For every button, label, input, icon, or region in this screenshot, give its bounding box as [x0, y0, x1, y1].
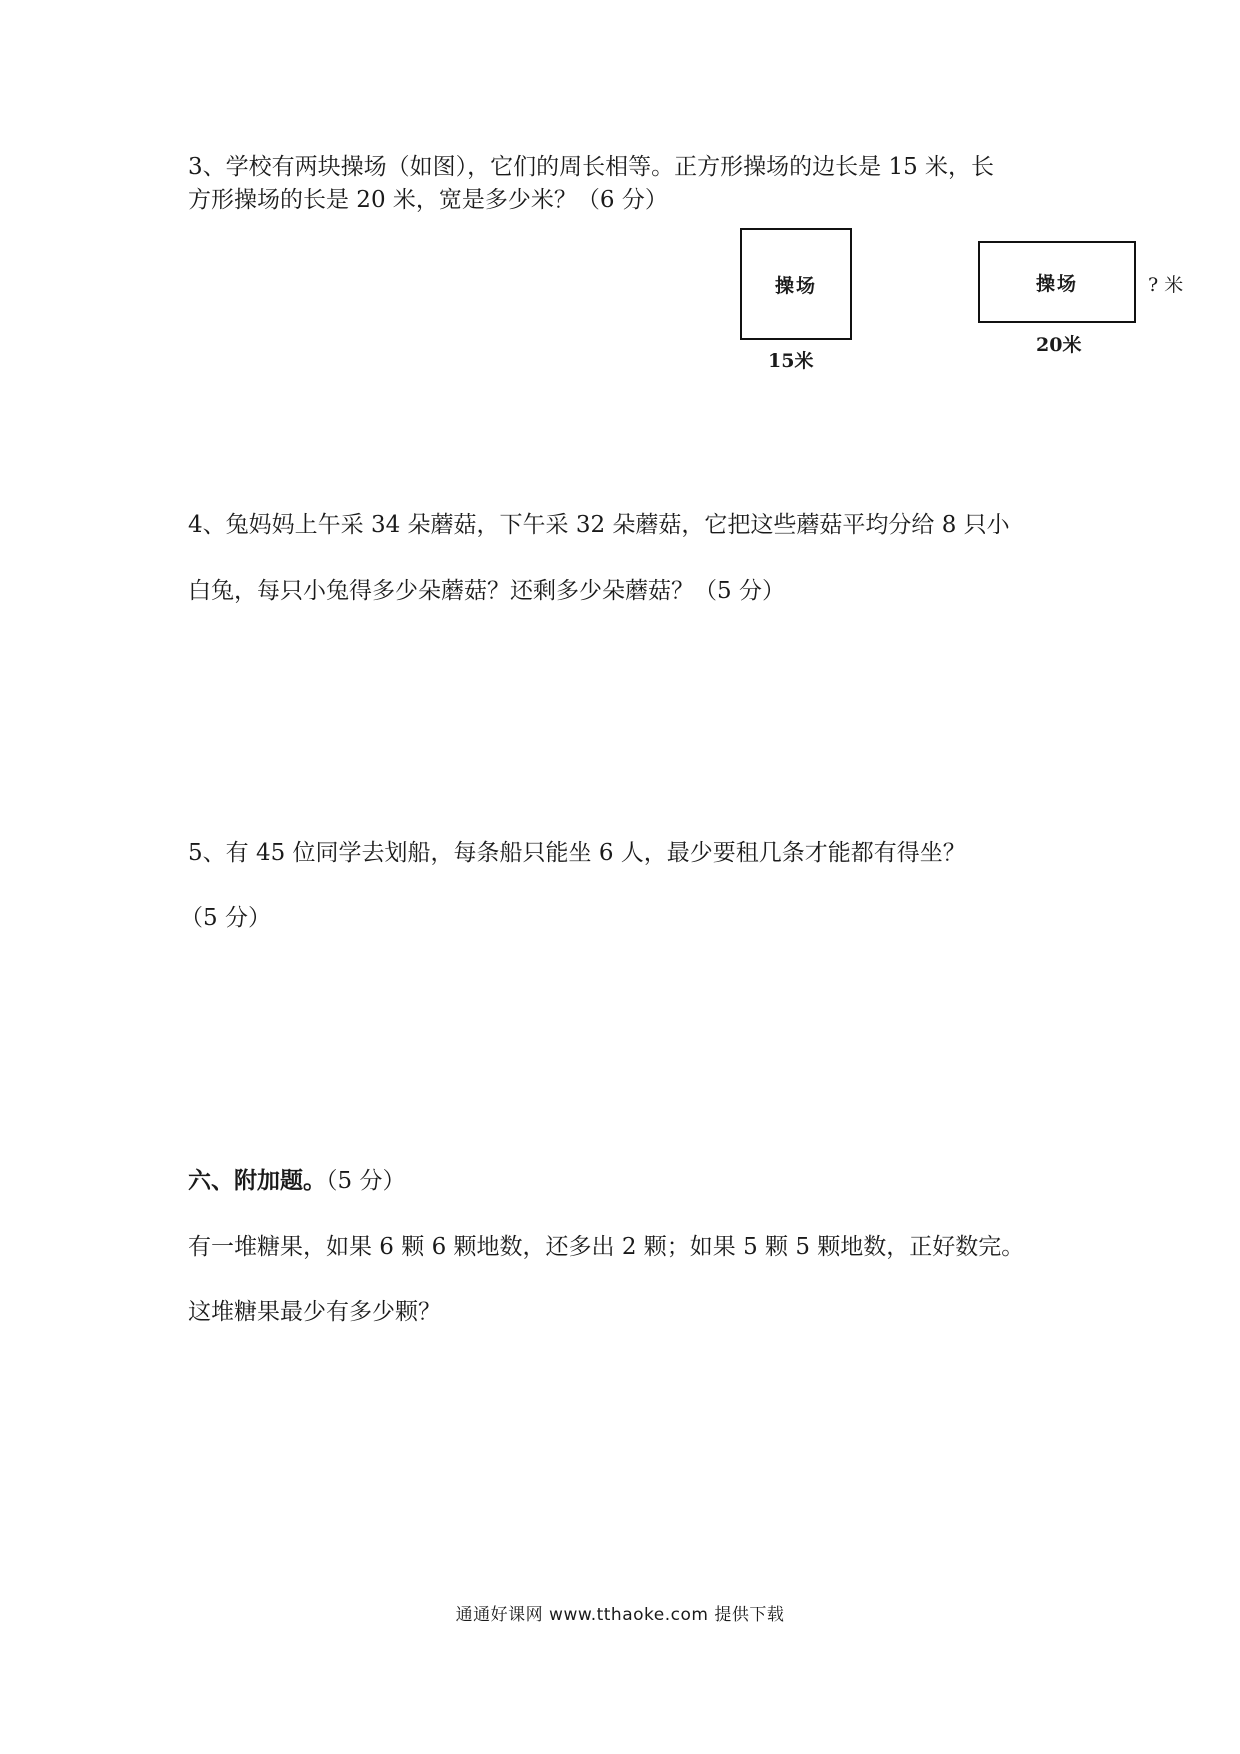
- square-playground-label: 操场: [774, 274, 817, 297]
- section6-title: 六、附加题。: [188, 1167, 326, 1194]
- section6-score: （5 分）: [326, 1168, 406, 1194]
- q3-text-line-2: 方形操场的长是 20 米，宽是多少米？（6 分）: [188, 187, 668, 213]
- square-playground-figure: [740, 228, 852, 340]
- square-side-label: 15米: [768, 350, 814, 372]
- rect-playground-label: 操场: [1035, 272, 1078, 295]
- q4-text-line-1: 4、兔妈妈上午采 34 朵蘑菇，下午采 32 朵蘑菇，它把这些蘑菇平均分给 8 只小: [188, 512, 1010, 538]
- q4-text-line-2: 白兔，每只小兔得多少朵蘑菇？还剩多少朵蘑菇？（5 分）: [188, 578, 785, 604]
- section6-text-line-2: 这堆糖果最少有多少颗？: [188, 1299, 441, 1325]
- section6-text-line-1: 有一堆糖果，如果 6 颗 6 颗地数，还多出 2 颗；如果 5 颗 5 颗地数，正好数完。: [188, 1234, 1025, 1260]
- q3-text-line-1: 3、学校有两块操场（如图），它们的周长相等。正方形操场的边长是 15 米，长: [188, 154, 995, 180]
- q5-text-line-2: （5 分）: [180, 905, 271, 931]
- page-footer: 通通好课网 www.tthaoke.com 提供下载: [455, 1605, 785, 1625]
- q5-text-line-1: 5、有 45 位同学去划船，每条船只能坐 6 人，最少要租几条才能都有得坐？: [188, 840, 966, 866]
- rect-width-label: ? 米: [1148, 274, 1184, 296]
- rect-playground-figure: [978, 241, 1136, 323]
- rect-length-label: 20米: [1036, 334, 1082, 356]
- section6-heading: [188, 1166, 405, 1196]
